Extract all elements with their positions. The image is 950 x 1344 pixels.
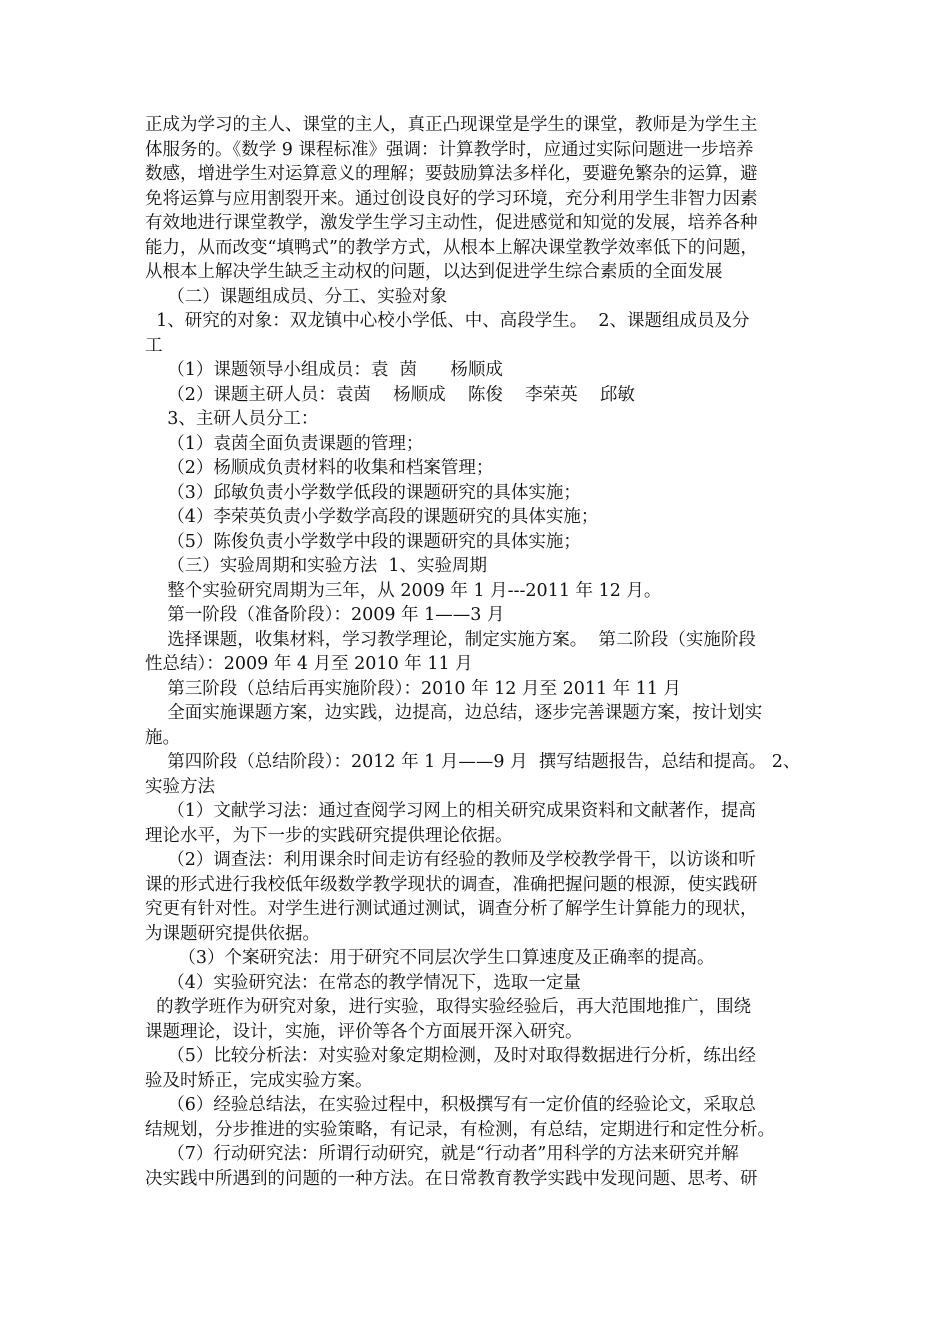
section-heading: （三）实验周期和实验方法 1、实验周期 <box>145 556 488 576</box>
text-line: 全面实施课题方案，边实践，边提高，边总结，逐步完善课题方案，按计划实 <box>145 703 763 723</box>
text-line: 选择课题，收集材料，学习教学理论，制定实施方案。 第二阶段（实施阶段 <box>145 629 756 650</box>
text-line: （2）课题主研人员：袁茵 杨顺成 陈俊 李荣英 邱敏 <box>145 384 635 405</box>
text-line: 工 <box>145 335 163 356</box>
text-line: 课题理论，设计，实施，评价等各个方面展开深入研究。 <box>145 1021 583 1042</box>
text-line: 验及时矫正，完成实验方案。 <box>145 1070 373 1091</box>
text-line: （4）李荣英负责小学数学高段的课题研究的具体实施； <box>145 507 599 527</box>
text-line: （1）袁茵全面负责课题的管理； <box>145 433 424 454</box>
text-line: 能力，从而改变“填鸭式”的教学方式，从根本上解决课堂教学效率低下的问题， <box>145 237 758 258</box>
text-line: （5）比较分析法：对实验对象定期检测，及时对取得数据进行分析，练出经 <box>145 1046 756 1066</box>
document-body <box>145 113 810 1191</box>
text-line: （6）经验总结法，在实验过程中，积极撰写有一定价值的经验论文，采取总 <box>145 1095 756 1115</box>
text-line: （7）行动研究法：所谓行动研究，就是“行动者”用科学的方法来研究并解 <box>145 1144 739 1164</box>
text-line: 究更有针对性。对学生进行测试通过测试，调查分析了解学生计算能力的现状， <box>145 899 758 919</box>
text-line: （3）邱敏负责小学数学低段的课题研究的具体实施； <box>145 482 581 503</box>
text-line: 第一阶段（准备阶段）：2009 年 1——3 月 <box>145 605 505 625</box>
section-heading: （二）课题组成员、分工、实验对象 <box>145 286 448 307</box>
text-line: （2）杨顺成负责材料的收集和档案管理； <box>145 458 494 478</box>
text-line: 性总结）：2009 年 4 月至 2010 年 11 月 <box>145 654 473 674</box>
text-line: （3）个案研究法：用于研究不同层次学生口算速度及正确率的提高。 <box>145 948 715 968</box>
text-line: 有效地进行课堂教学，激发学生学习主动性，促进感觉和知觉的发展，培养各种 <box>145 213 758 233</box>
text-line: 1、研究的对象：双龙镇中心校小学低、中、高段学生。 2、课题组成员及分 <box>145 311 750 331</box>
text-line: （5）陈俊负责小学数学中段的课题研究的具体实施； <box>145 531 581 552</box>
text-line: 整个实验研究周期为三年，从 2009 年 1 月---2011 年 12 月。 <box>145 580 662 601</box>
text-line: 为课题研究提供依据。 <box>145 923 320 944</box>
text-line: 课的形式进行我校低年级数学教学现状的调查，准确把握问题的根源，使实践研 <box>145 874 758 895</box>
text-line: 的教学班作为研究对象，进行实验，取得实验经验后，再大范围地推广，围绕 <box>145 997 752 1017</box>
text-line: 正成为学习的主人、课堂的主人，真正凸现课堂是学生的课堂，教师是为学生主 <box>145 115 758 135</box>
text-line: 施。 <box>145 727 180 748</box>
text-line: 实验方法 <box>145 776 215 797</box>
text-line: 结规划，分步推进的实验策略，有记录，有检测，有总结，定期进行和定性分析。 <box>145 1119 775 1140</box>
text-line: 第四阶段（总结阶段）：2012 年 1 月——9 月 撰写结题报告，总结和提高。 2、 <box>145 752 801 772</box>
text-line: 理论水平，为下一步的实践研究提供理论依据。 <box>145 825 513 846</box>
text-line: 体服务的。《数学 9 课程标准》强调：计算教学时，应通过实际问题进一步培养 <box>145 139 754 160</box>
text-line: （4）实验研究法：在常态的教学情况下，选取一定量 <box>145 972 581 993</box>
text-line: 从根本上解决学生缺乏主动权的问题，以达到促进学生综合素质的全面发展 <box>145 262 723 282</box>
text-line: 第三阶段（总结后再实施阶段）：2010 年 12 月至 2011 年 11 月 <box>145 678 682 699</box>
text-line: 数感，增进学生对运算意义的理解；要鼓励算法多样化，要避免繁杂的运算，避 <box>145 164 758 184</box>
text-line: （1）课题领导小组成员：袁 茵 杨顺成 <box>145 360 503 380</box>
text-line: 免将运算与应用割裂开来。通过创设良好的学习环境，充分利用学生非智力因素 <box>145 188 758 209</box>
text-line: 决实践中所遇到的问题的一种方法。在日常教育教学实践中发现问题、思考、研 <box>145 1168 758 1189</box>
text-line: （2）调查法：利用课余时间走访有经验的教师及学校教学骨干，以访谈和听 <box>145 850 756 870</box>
text-line: 3、主研人员分工： <box>145 409 319 429</box>
text-line: （1）文献学习法：通过查阅学习网上的相关研究成果资料和文献著作，提高 <box>145 801 756 821</box>
